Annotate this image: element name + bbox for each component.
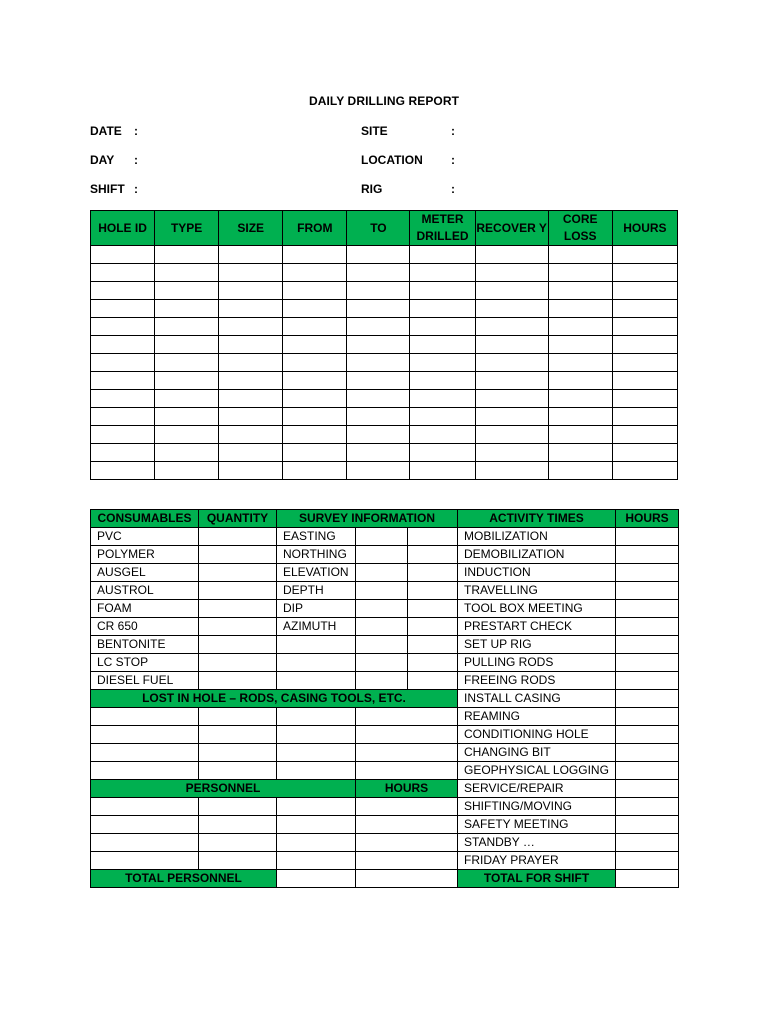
date-label: DATE xyxy=(90,124,122,138)
activity-item: TRAVELLING xyxy=(458,582,616,600)
personnel-hours-cell[interactable] xyxy=(356,834,458,852)
personnel-cell[interactable] xyxy=(277,852,356,870)
drilling-cell[interactable] xyxy=(91,246,155,264)
shift-colon: : xyxy=(134,182,138,196)
drilling-cell[interactable] xyxy=(548,462,612,480)
drilling-cell[interactable] xyxy=(475,372,548,390)
survey-item: ELEVATION xyxy=(277,564,356,582)
drilling-cell[interactable] xyxy=(347,426,410,444)
drilling-cell[interactable] xyxy=(155,462,219,480)
drilling-cell[interactable] xyxy=(283,354,347,372)
drilling-cell[interactable] xyxy=(91,354,155,372)
activity-hours-cell[interactable] xyxy=(616,744,679,762)
drilling-cell[interactable] xyxy=(347,354,410,372)
drilling-cell[interactable] xyxy=(475,318,548,336)
activity-hours-cell[interactable] xyxy=(616,708,679,726)
drilling-cell[interactable] xyxy=(283,336,347,354)
total-personnel-hours-cell[interactable] xyxy=(356,870,458,888)
drilling-cell[interactable] xyxy=(283,282,347,300)
drilling-cell[interactable] xyxy=(475,426,548,444)
drilling-cell[interactable] xyxy=(155,444,219,462)
drilling-cell[interactable] xyxy=(91,282,155,300)
survey-value-cell[interactable] xyxy=(408,546,458,564)
total-personnel-label: TOTAL PERSONNEL xyxy=(91,870,277,888)
drilling-cell[interactable] xyxy=(410,246,475,264)
quantity-cell[interactable] xyxy=(199,528,277,546)
activity-hours-cell[interactable] xyxy=(616,654,679,672)
drilling-cell[interactable] xyxy=(548,300,612,318)
drilling-row xyxy=(91,354,678,372)
drilling-row xyxy=(91,336,678,354)
survey-item: EASTING xyxy=(277,528,356,546)
drilling-row xyxy=(91,372,678,390)
personnel-cell[interactable] xyxy=(277,834,356,852)
quantity-header: QUANTITY xyxy=(199,510,277,528)
drilling-cell[interactable] xyxy=(347,246,410,264)
col-to: TO xyxy=(347,211,410,246)
personnel-header: PERSONNEL xyxy=(91,780,356,798)
consumable-item: CR 650 xyxy=(91,618,199,636)
drilling-cell[interactable] xyxy=(219,444,283,462)
drilling-cell[interactable] xyxy=(475,390,548,408)
drilling-cell[interactable] xyxy=(410,300,475,318)
drilling-row xyxy=(91,246,678,264)
drilling-cell[interactable] xyxy=(347,390,410,408)
activity-item: FREEING RODS xyxy=(458,672,616,690)
drilling-cell[interactable] xyxy=(347,372,410,390)
drilling-cell[interactable] xyxy=(219,246,283,264)
activity-hours-cell[interactable] xyxy=(616,582,679,600)
quantity-cell[interactable] xyxy=(199,618,277,636)
col-meter-drilled: METER DRILLED xyxy=(410,211,475,246)
date-colon: : xyxy=(134,124,138,138)
drilling-cell[interactable] xyxy=(283,444,347,462)
consumable-item: DIESEL FUEL xyxy=(91,672,199,690)
drilling-cell[interactable] xyxy=(475,462,548,480)
activity-hours-cell[interactable] xyxy=(616,546,679,564)
rig-label: RIG xyxy=(361,182,383,196)
drilling-cell[interactable] xyxy=(612,264,677,282)
drilling-row xyxy=(91,282,678,300)
col-core-loss: CORE LOSS xyxy=(548,211,612,246)
activity-item: SERVICE/REPAIR xyxy=(458,780,616,798)
drilling-cell[interactable] xyxy=(347,282,410,300)
survey-value-cell[interactable] xyxy=(356,582,408,600)
drilling-cell[interactable] xyxy=(410,336,475,354)
consumable-item: AUSGEL xyxy=(91,564,199,582)
survey-value-cell[interactable] xyxy=(356,546,408,564)
drilling-cell[interactable] xyxy=(410,354,475,372)
drilling-row xyxy=(91,462,678,480)
survey-header: SURVEY INFORMATION xyxy=(277,510,458,528)
drilling-cell[interactable] xyxy=(219,372,283,390)
drilling-cell[interactable] xyxy=(155,318,219,336)
activity-item: INDUCTION xyxy=(458,564,616,582)
site-label: SITE xyxy=(361,124,388,138)
survey-value-cell[interactable] xyxy=(356,528,408,546)
drilling-cell[interactable] xyxy=(347,336,410,354)
consumables-header: CONSUMABLES xyxy=(91,510,199,528)
drilling-cell[interactable] xyxy=(91,426,155,444)
drilling-cell[interactable] xyxy=(612,444,677,462)
lost-in-hole-cell[interactable] xyxy=(199,744,277,762)
consumable-item: FOAM xyxy=(91,600,199,618)
personnel-hours-cell[interactable] xyxy=(356,816,458,834)
drilling-cell[interactable] xyxy=(548,390,612,408)
drilling-cell[interactable] xyxy=(347,462,410,480)
lost-in-hole-cell[interactable] xyxy=(356,762,458,780)
drilling-cell[interactable] xyxy=(91,444,155,462)
lost-in-hole-cell[interactable] xyxy=(91,762,199,780)
drilling-row xyxy=(91,426,678,444)
drilling-cell[interactable] xyxy=(91,300,155,318)
drilling-cell[interactable] xyxy=(155,300,219,318)
survey-value-cell[interactable] xyxy=(408,636,458,654)
drilling-cell[interactable] xyxy=(155,282,219,300)
drilling-cell[interactable] xyxy=(283,408,347,426)
day-colon: : xyxy=(134,153,138,167)
survey-value-cell[interactable] xyxy=(408,618,458,636)
lost-in-hole-cell[interactable] xyxy=(277,762,356,780)
drilling-cell[interactable] xyxy=(283,372,347,390)
activity-hours-cell[interactable] xyxy=(616,834,679,852)
drilling-row xyxy=(91,318,678,336)
total-for-shift-cell[interactable] xyxy=(616,870,679,888)
location-label: LOCATION xyxy=(361,153,423,167)
drilling-cell[interactable] xyxy=(410,390,475,408)
drilling-cell[interactable] xyxy=(283,390,347,408)
drilling-cell[interactable] xyxy=(219,390,283,408)
survey-item: DIP xyxy=(277,600,356,618)
activity-hours-cell[interactable] xyxy=(616,690,679,708)
consumable-item: PVC xyxy=(91,528,199,546)
drilling-cell[interactable] xyxy=(475,408,548,426)
drilling-cell[interactable] xyxy=(155,336,219,354)
col-hole-id: HOLE ID xyxy=(91,211,155,246)
survey-value-cell[interactable] xyxy=(356,636,408,654)
drilling-cell[interactable] xyxy=(219,264,283,282)
drilling-row xyxy=(91,264,678,282)
drilling-cell[interactable] xyxy=(410,462,475,480)
survey-value-cell[interactable] xyxy=(356,672,408,690)
survey-value-cell[interactable] xyxy=(356,618,408,636)
drilling-cell[interactable] xyxy=(548,372,612,390)
survey-value-cell[interactable] xyxy=(408,672,458,690)
drilling-cell[interactable] xyxy=(219,300,283,318)
survey-value-cell[interactable] xyxy=(408,600,458,618)
drilling-cell[interactable] xyxy=(612,462,677,480)
activity-hours-cell[interactable] xyxy=(616,564,679,582)
col-hours: HOURS xyxy=(612,211,677,246)
personnel-cell[interactable] xyxy=(199,816,277,834)
activity-item: STANDBY … xyxy=(458,834,616,852)
survey-item: NORTHING xyxy=(277,546,356,564)
activity-header: ACTIVITY TIMES xyxy=(458,510,616,528)
survey-value-cell[interactable] xyxy=(408,582,458,600)
activity-hours-cell[interactable] xyxy=(616,636,679,654)
drilling-cell[interactable] xyxy=(612,390,677,408)
lost-in-hole-cell[interactable] xyxy=(199,762,277,780)
drilling-cell[interactable] xyxy=(155,372,219,390)
quantity-cell[interactable] xyxy=(199,564,277,582)
col-size: SIZE xyxy=(219,211,283,246)
lost-in-hole-cell[interactable] xyxy=(199,708,277,726)
site-colon: : xyxy=(451,124,455,138)
drilling-cell[interactable] xyxy=(91,372,155,390)
drilling-cell[interactable] xyxy=(410,264,475,282)
drilling-cell[interactable] xyxy=(91,264,155,282)
drilling-cell[interactable] xyxy=(612,408,677,426)
drilling-row xyxy=(91,390,678,408)
drilling-cell[interactable] xyxy=(548,318,612,336)
personnel-cell[interactable] xyxy=(199,798,277,816)
drilling-cell[interactable] xyxy=(475,444,548,462)
drilling-cell[interactable] xyxy=(283,264,347,282)
activity-item: TOOL BOX MEETING xyxy=(458,600,616,618)
drilling-cell[interactable] xyxy=(347,264,410,282)
consumable-item: BENTONITE xyxy=(91,636,199,654)
drilling-cell[interactable] xyxy=(347,444,410,462)
personnel-cell[interactable] xyxy=(277,816,356,834)
drilling-cell[interactable] xyxy=(612,336,677,354)
lost-in-hole-cell[interactable] xyxy=(277,744,356,762)
survey-value-cell[interactable] xyxy=(356,600,408,618)
drilling-cell[interactable] xyxy=(155,264,219,282)
drilling-cell[interactable] xyxy=(410,318,475,336)
activity-item: SAFETY MEETING xyxy=(458,816,616,834)
day-label: DAY xyxy=(90,153,115,167)
drilling-cell[interactable] xyxy=(155,390,219,408)
activity-item: MOBILIZATION xyxy=(458,528,616,546)
col-type: TYPE xyxy=(155,211,219,246)
drilling-cell[interactable] xyxy=(410,426,475,444)
personnel-hours-header: HOURS xyxy=(356,780,458,798)
drilling-cell[interactable] xyxy=(548,408,612,426)
quantity-cell[interactable] xyxy=(199,636,277,654)
activity-item: FRIDAY PRAYER xyxy=(458,852,616,870)
lost-in-hole-cell[interactable] xyxy=(199,726,277,744)
survey-item: DEPTH xyxy=(277,582,356,600)
activity-hours-cell[interactable] xyxy=(616,618,679,636)
activity-item: CHANGING BIT xyxy=(458,744,616,762)
drilling-cell[interactable] xyxy=(283,318,347,336)
activity-item: GEOPHYSICAL LOGGING xyxy=(458,762,616,780)
drilling-cell[interactable] xyxy=(91,462,155,480)
survey-value-cell[interactable] xyxy=(356,564,408,582)
activity-hours-cell[interactable] xyxy=(616,672,679,690)
drilling-cell[interactable] xyxy=(410,444,475,462)
drilling-cell[interactable] xyxy=(475,246,548,264)
activity-item: SHIFTING/MOVING xyxy=(458,798,616,816)
activity-hours-cell[interactable] xyxy=(616,798,679,816)
drilling-cell[interactable] xyxy=(612,426,677,444)
quantity-cell[interactable] xyxy=(199,546,277,564)
activity-hours-cell[interactable] xyxy=(616,780,679,798)
location-colon: : xyxy=(451,153,455,167)
activity-hours-cell[interactable] xyxy=(616,816,679,834)
drilling-cell[interactable] xyxy=(612,282,677,300)
drilling-cell[interactable] xyxy=(219,318,283,336)
drilling-cell[interactable] xyxy=(612,318,677,336)
activity-item: PRESTART CHECK xyxy=(458,618,616,636)
activity-item: PULLING RODS xyxy=(458,654,616,672)
drilling-cell[interactable] xyxy=(91,390,155,408)
activity-hours-cell[interactable] xyxy=(616,852,679,870)
quantity-cell[interactable] xyxy=(199,672,277,690)
drilling-cell[interactable] xyxy=(155,426,219,444)
drilling-cell[interactable] xyxy=(475,282,548,300)
quantity-cell[interactable] xyxy=(199,582,277,600)
lost-in-hole-header: LOST IN HOLE – RODS, CASING TOOLS, ETC. xyxy=(91,690,458,708)
drilling-cell[interactable] xyxy=(347,318,410,336)
drilling-cell[interactable] xyxy=(91,408,155,426)
personnel-hours-cell[interactable] xyxy=(356,852,458,870)
drilling-row xyxy=(91,300,678,318)
survey-value-cell[interactable] xyxy=(408,564,458,582)
personnel-hours-cell[interactable] xyxy=(356,798,458,816)
drilling-cell[interactable] xyxy=(475,300,548,318)
survey-value-cell[interactable] xyxy=(408,654,458,672)
rig-colon: : xyxy=(451,182,455,196)
lost-in-hole-cell[interactable] xyxy=(356,744,458,762)
survey-value-cell[interactable] xyxy=(408,528,458,546)
quantity-cell[interactable] xyxy=(199,654,277,672)
drilling-cell[interactable] xyxy=(475,264,548,282)
report-title: DAILY DRILLING REPORT xyxy=(308,94,460,108)
survey-empty-cell[interactable] xyxy=(277,636,356,654)
lost-in-hole-cell[interactable] xyxy=(91,708,199,726)
survey-item: AZIMUTH xyxy=(277,618,356,636)
drilling-cell[interactable] xyxy=(283,246,347,264)
activity-item: SET UP RIG xyxy=(458,636,616,654)
survey-value-cell[interactable] xyxy=(356,654,408,672)
drilling-cell[interactable] xyxy=(612,372,677,390)
activity-hours-cell[interactable] xyxy=(616,528,679,546)
activity-hours-cell[interactable] xyxy=(616,762,679,780)
drilling-cell[interactable] xyxy=(219,408,283,426)
drilling-cell[interactable] xyxy=(283,426,347,444)
personnel-cell[interactable] xyxy=(199,834,277,852)
drilling-cell[interactable] xyxy=(219,354,283,372)
personnel-cell[interactable] xyxy=(277,798,356,816)
lost-in-hole-cell[interactable] xyxy=(91,744,199,762)
drilling-row xyxy=(91,408,678,426)
total-personnel-cell[interactable] xyxy=(277,870,356,888)
drilling-cell[interactable] xyxy=(548,354,612,372)
drilling-cell[interactable] xyxy=(612,246,677,264)
drilling-row xyxy=(91,444,678,462)
drilling-cell[interactable] xyxy=(612,354,677,372)
lost-in-hole-cell[interactable] xyxy=(277,726,356,744)
drilling-cell[interactable] xyxy=(155,246,219,264)
consumable-item: POLYMER xyxy=(91,546,199,564)
drilling-cell[interactable] xyxy=(91,318,155,336)
personnel-cell[interactable] xyxy=(91,852,199,870)
drilling-cell[interactable] xyxy=(548,444,612,462)
drilling-cell[interactable] xyxy=(475,336,548,354)
drilling-cell[interactable] xyxy=(548,264,612,282)
survey-empty-cell[interactable] xyxy=(277,672,356,690)
lost-in-hole-cell[interactable] xyxy=(91,726,199,744)
consumable-item: AUSTROL xyxy=(91,582,199,600)
lost-in-hole-cell[interactable] xyxy=(356,726,458,744)
personnel-cell[interactable] xyxy=(91,834,199,852)
consumable-item: LC STOP xyxy=(91,654,199,672)
personnel-cell[interactable] xyxy=(91,816,199,834)
activity-item: DEMOBILIZATION xyxy=(458,546,616,564)
activity-hours-cell[interactable] xyxy=(616,600,679,618)
drilling-cell[interactable] xyxy=(155,408,219,426)
activity-hours-header: HOURS xyxy=(616,510,679,528)
drilling-cell[interactable] xyxy=(347,300,410,318)
total-for-shift-label: TOTAL FOR SHIFT xyxy=(458,870,616,888)
drilling-cell[interactable] xyxy=(155,354,219,372)
lost-in-hole-cell[interactable] xyxy=(277,708,356,726)
drilling-cell[interactable] xyxy=(283,462,347,480)
drilling-cell[interactable] xyxy=(219,336,283,354)
drilling-cell[interactable] xyxy=(283,300,347,318)
col-recovery: RECOVER Y xyxy=(475,211,548,246)
drilling-cell[interactable] xyxy=(612,300,677,318)
drilling-cell[interactable] xyxy=(410,282,475,300)
shift-label: SHIFT xyxy=(90,182,125,196)
drilling-table xyxy=(90,210,678,480)
consumables-activity-table xyxy=(90,509,679,888)
activity-item: CONDITIONING HOLE xyxy=(458,726,616,744)
drilling-cell[interactable] xyxy=(347,408,410,426)
activity-item: REAMING xyxy=(458,708,616,726)
survey-empty-cell[interactable] xyxy=(277,654,356,672)
drilling-cell[interactable] xyxy=(219,462,283,480)
quantity-cell[interactable] xyxy=(199,600,277,618)
drilling-cell[interactable] xyxy=(548,336,612,354)
drilling-cell[interactable] xyxy=(219,426,283,444)
col-from: FROM xyxy=(283,211,347,246)
drilling-cell[interactable] xyxy=(548,282,612,300)
personnel-cell[interactable] xyxy=(91,798,199,816)
drilling-cell[interactable] xyxy=(548,426,612,444)
drilling-cell[interactable] xyxy=(548,246,612,264)
drilling-cell[interactable] xyxy=(475,354,548,372)
drilling-cell[interactable] xyxy=(410,408,475,426)
activity-item: INSTALL CASING xyxy=(458,690,616,708)
personnel-cell[interactable] xyxy=(199,852,277,870)
activity-hours-cell[interactable] xyxy=(616,726,679,744)
lost-in-hole-cell[interactable] xyxy=(356,708,458,726)
drilling-cell[interactable] xyxy=(410,372,475,390)
drilling-cell[interactable] xyxy=(219,282,283,300)
drilling-cell[interactable] xyxy=(91,336,155,354)
